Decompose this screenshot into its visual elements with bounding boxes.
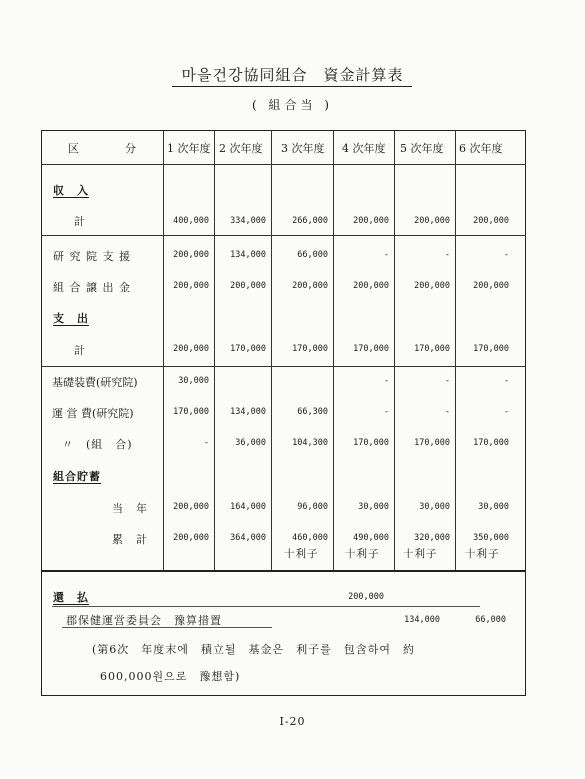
cell: 170,000 — [173, 407, 209, 417]
row-label-research-support: 研 究 院 支 援 — [53, 250, 131, 263]
cell: 170,000 — [414, 344, 450, 354]
cell: - — [383, 376, 389, 386]
row-label-current-year: 当 年 — [112, 502, 148, 515]
header-category: 区 分 — [68, 142, 144, 155]
page-title: 마을건강協同組合 資金計算表 — [181, 66, 404, 84]
cell: 400,000 — [173, 216, 209, 226]
header-year-6: 6 次年度 — [459, 142, 503, 155]
cell: 170,000 — [292, 344, 328, 354]
cell: 200,000 — [353, 216, 389, 226]
committee-value-6: 66,000 — [475, 615, 506, 625]
cell: 200,000 — [292, 281, 328, 291]
cell: 200,000 — [353, 281, 389, 291]
row-label-income: 収 入 — [53, 184, 89, 197]
title-underline — [172, 86, 412, 87]
cell: - — [444, 250, 450, 260]
cell: - — [444, 407, 450, 417]
cell: 30,000 — [358, 502, 389, 512]
cell: - — [503, 376, 509, 386]
cell: 200,000 — [173, 344, 209, 354]
cell: 200,000 — [473, 216, 509, 226]
cell: - — [383, 407, 389, 417]
header-rule — [41, 164, 526, 165]
cell: 460,000 — [292, 533, 328, 543]
row-label-union-contribution: 組 合 譲 出 金 — [53, 281, 131, 294]
interest-note: 十利子 — [403, 548, 438, 560]
page-subtitle: ( 組合当 ) — [252, 98, 333, 112]
repay-value: 200,000 — [348, 592, 384, 602]
row-label-income-total: 計 — [74, 215, 86, 228]
cell: 104,300 — [292, 438, 328, 448]
cell: 170,000 — [353, 438, 389, 448]
cell: 200,000 — [173, 250, 209, 260]
cell: 66,000 — [297, 250, 328, 260]
header-year-5: 5 次年度 — [400, 142, 444, 155]
interest-note: 十利子 — [465, 548, 500, 560]
interest-note: 十利子 — [345, 548, 380, 560]
cell: - — [444, 376, 450, 386]
footnote-line-1: (第6次 年度末에 積立될 基金은 利子를 包含하여 約 — [92, 643, 416, 656]
row-label-expense: 支 出 — [53, 312, 89, 325]
cell: 200,000 — [173, 533, 209, 543]
cell: - — [503, 407, 509, 417]
cell: 364,000 — [230, 533, 266, 543]
committee-value-5: 134,000 — [404, 615, 440, 625]
cell: 36,000 — [235, 438, 266, 448]
row-label-savings: 組合貯蓄 — [53, 470, 101, 483]
row-label-expense-total: 計 — [74, 344, 86, 357]
bottom-section-rule — [41, 570, 526, 572]
cell: 490,000 — [353, 533, 389, 543]
cell: 170,000 — [230, 344, 266, 354]
header-year-3: 3 次年度 — [281, 142, 325, 155]
cell: 266,000 — [292, 216, 328, 226]
cell: 200,000 — [173, 502, 209, 512]
cell: 320,000 — [414, 533, 450, 543]
header-year-2: 2 次年度 — [219, 142, 263, 155]
cell: 200,000 — [414, 281, 450, 291]
repay-label: 還 払 — [53, 591, 89, 604]
cell: 334,000 — [230, 216, 266, 226]
cell: 30,000 — [178, 376, 209, 386]
cell: 200,000 — [173, 281, 209, 291]
cell: 170,000 — [414, 438, 450, 448]
cell: 200,000 — [473, 281, 509, 291]
cell: 30,000 — [478, 502, 509, 512]
section-rule — [41, 366, 526, 367]
header-year-4: 4 次年度 — [342, 142, 386, 155]
committee-rule — [62, 627, 272, 628]
cell: - — [503, 250, 509, 260]
cell: 350,000 — [473, 533, 509, 543]
cell: 170,000 — [473, 344, 509, 354]
cell: 170,000 — [473, 438, 509, 448]
cell: - — [203, 438, 209, 448]
committee-label: 郡保健運営委員会 豫算措置 — [66, 614, 222, 627]
footnote-line-2: 600,000원으로 豫想함) — [100, 670, 241, 683]
cell: 170,000 — [353, 344, 389, 354]
cell: 200,000 — [414, 216, 450, 226]
cell: 30,000 — [419, 502, 450, 512]
row-label-equipment: 基礎装費(研究院) — [52, 376, 138, 389]
cell: 200,000 — [230, 281, 266, 291]
section-rule — [41, 235, 526, 236]
cell: 96,000 — [297, 502, 328, 512]
row-label-cumulative: 累 計 — [112, 533, 148, 546]
page-number: Ⅰ-20 — [279, 715, 306, 728]
repay-rule — [52, 606, 480, 607]
header-year-1: 1 次年度 — [167, 142, 211, 155]
cell: 66,300 — [297, 407, 328, 417]
cell: 134,000 — [230, 407, 266, 417]
interest-note: 十利子 — [284, 548, 319, 560]
row-label-operating-research: 運 営 費(研究院) — [52, 407, 134, 420]
cell: 134,000 — [230, 250, 266, 260]
cell: - — [383, 250, 389, 260]
cell: 164,000 — [230, 502, 266, 512]
row-label-operating-union: 〃 (組 合) — [62, 438, 133, 451]
